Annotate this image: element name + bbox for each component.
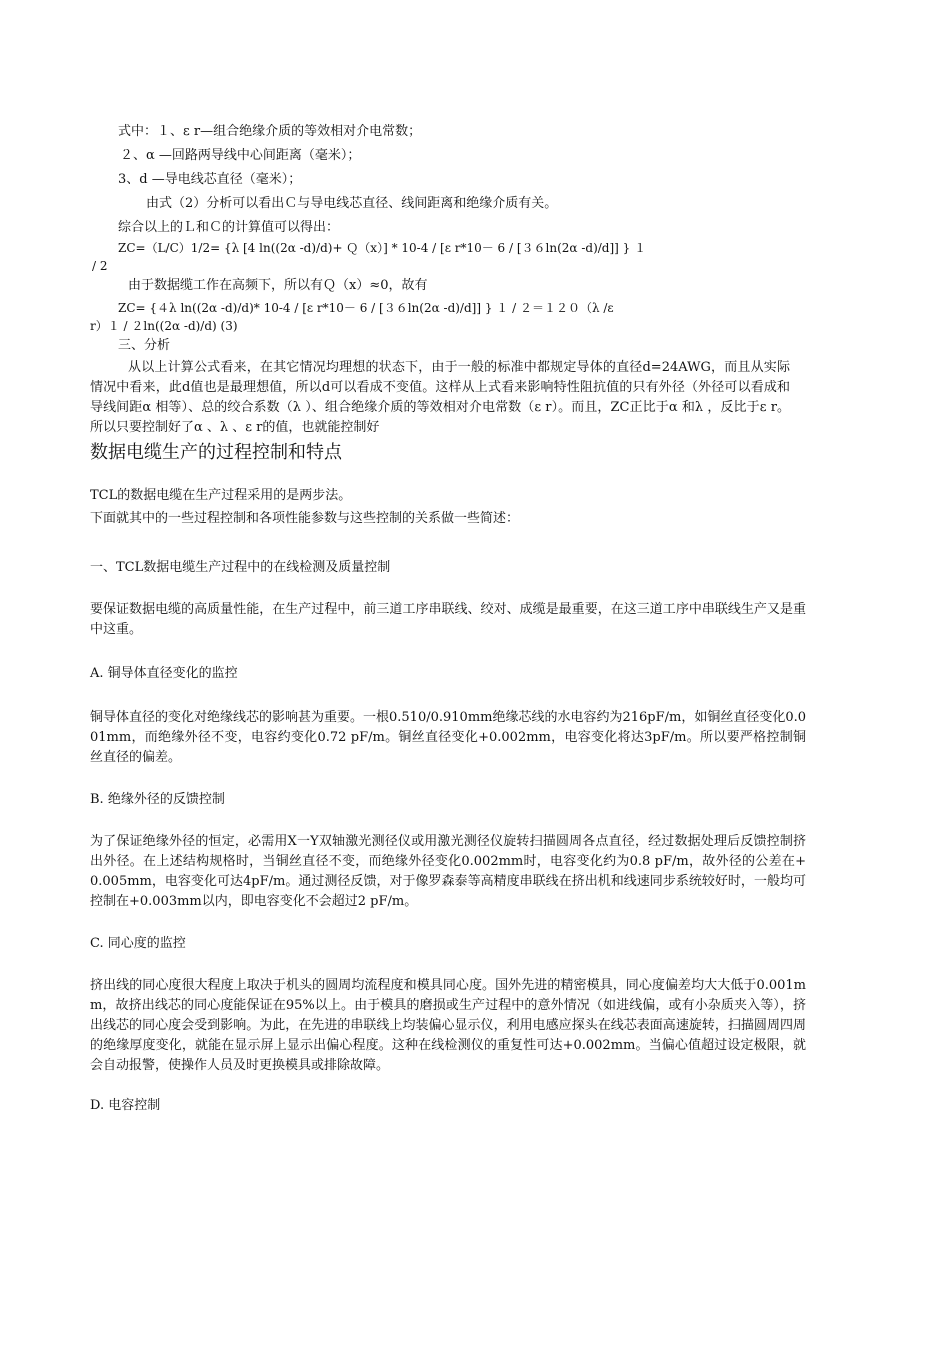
section-b-paragraph: 为了保证绝缘外径的恒定，必需用X一Y双轴激光测径仪或用激光测径仪旋转扫描圆周各点直径，经过数据处理后反馈控制挤出外径。在上述结构规格时，当铜丝直径不变，而绝缘外径变化0.002mm时，电容变化约为0.8 pF/m，故外径的公差在+0.005mm，电容变化可达4pF/m。通过测径反馈，对于像罗森泰等高精度串联线在挤出机和线速同步系统较好时，一般均可控制在+0.003mm以内，即电容变化不会超过2 pF/m。 xyxy=(90,834,806,909)
section-c-heading: C. 同心度的监控 xyxy=(90,936,186,951)
formula-2-line-a: ZC= {４λ ln((2α -d)/d)* 10-4 / [ε r*10－ 6 / [３６ln(2α -d)/d]] } １ / ２＝１２０（λ /ε xyxy=(118,301,614,315)
section-a-paragraph: 铜导体直径的变化对绝缘线芯的影响甚为重要。一根0.510/0.910mm绝缘芯线的水电容约为216pF/m，如铜丝直径变化0.001mm，而绝缘外径不变，电容约变化0.72 pF/m。铜丝直径变化+0.002mm，电容变化将达3pF/m。所以要严格控制铜丝直径的偏差。 xyxy=(90,710,807,765)
intro-line-6: 由于数据缆工作在高频下，所以有Ｑ（x）≈0，故有 xyxy=(128,278,428,293)
main-paragraph-2: 下面就其中的一些过程控制和各项性能参数与这些控制的关系做一些简述： xyxy=(90,511,520,526)
section-1-paragraph: 要保证数据电缆的高质量性能，在生产过程中，前三道工序串联线、绞对、成缆是最重要，在这三道工序中串联线生产又是重中这重。 xyxy=(90,602,806,637)
section-1-heading: 一、TCL数据电缆生产过程中的在线检测及质量控制 xyxy=(90,560,391,575)
formula-2-line-b: r）１ / ２ln((2α -d)/d) (3) xyxy=(90,319,238,333)
intro-line-5: 综合以上的Ｌ和Ｃ的计算值可以得出： xyxy=(118,220,340,235)
analysis-paragraph: 从以上计算公式看来，在其它情况均理想的状态下，由于一般的标准中都规定导体的直径d=24AWG，而且从实际情况中看来，此d值也是最理想值，所以d可以看成不变值。这样从上式看来影响特性阻抗值的只有外径（外径可以看成和导线间距α 相等）、总的绞合系数（λ ）、组合绝缘介质的等效相对介电常数（ε r）。而且，ZC正比于α 和λ ，反比于ε r。所以只要控制好了α 、λ 、ε r的值，也就能控制好 xyxy=(90,360,790,435)
main-paragraph-1: TCL的数据电缆在生产过程采用的是两步法。 xyxy=(90,488,352,503)
intro-line-3: 3、d —导电线芯直径（毫米）； xyxy=(118,172,302,187)
section-c-paragraph: 挤出线的同心度很大程度上取决于机头的圆周均流程度和模具同心度。国外先进的精密模具，同心度偏差均大大低于0.001mm，故挤出线芯的同心度能保证在95%以上。由于模具的磨损或生产过程中的意外情况（如进线偏，或有小杂质夹入等），挤出线芯的同心度会受到影响。为此，在先进的串联线上均装偏心显示仪，利用电感应探头在线芯表面高速旋转，扫描圆周四周的绝缘厚度变化，就能在显示屏上显示出偏心程度。这种在线检测仪的重复性可达+0.002mm。当偏心值超过设定极限，就会自动报警，使操作人员及时更换模具或排除故障。 xyxy=(90,978,806,1073)
section-3-heading: 三、分析 xyxy=(118,338,171,353)
formula-1-line-b: / 2 xyxy=(92,259,108,273)
section-b-heading: B. 绝缘外径的反馈控制 xyxy=(90,792,225,807)
intro-line-2: ２、α —回路两导线中心间距离（毫米）； xyxy=(120,148,361,163)
formula-1-line-a: ZC=（L/C）1/2= {λ [4 ln((2α -d)/d)+ Ｑ（x）] * 10-4 / [ε r*10－ 6 / [３６ln(2α -d)/d]] } １ xyxy=(118,241,647,255)
section-d-heading: D. 电容控制 xyxy=(90,1098,161,1113)
intro-line-4: 由式（2）分析可以看出Ｃ与导电线芯直径、线间距离和绝缘介质有关。 xyxy=(146,196,558,211)
section-a-heading: A. 铜导体直径变化的监控 xyxy=(90,666,238,681)
page-title: 数据电缆生产的过程控制和特点 xyxy=(90,442,342,463)
intro-line-1: 式中：１、ε r—组合绝缘介质的等效相对介电常数； xyxy=(118,124,422,139)
